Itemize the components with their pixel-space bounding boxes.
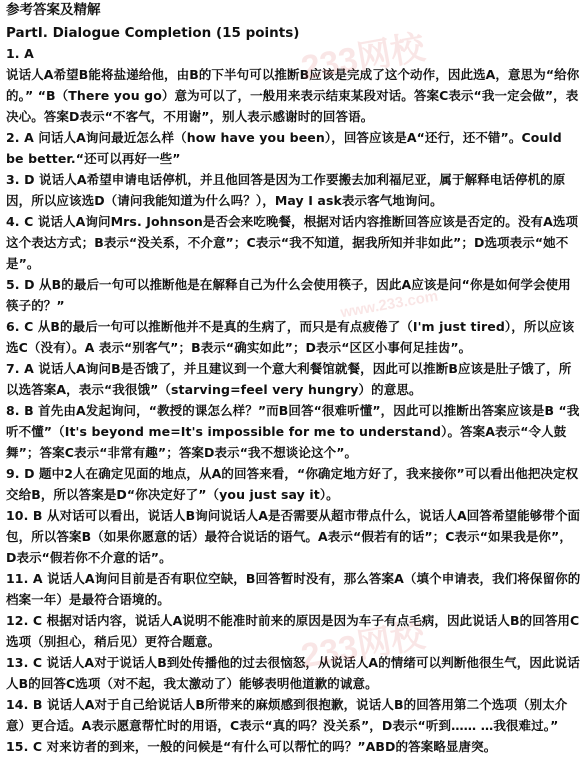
answer-item: 13. C 说话人A对于说话人B到处传播他的过去很恼怒，从说话人A的情绪可以判断他很生气，因此说话人B的回答C选项（对不起，我太激动了）能够表明他道歉的诚意。 [6,655,580,691]
answer-item [6,43,582,127]
answer-item: 4. C 说话人A询问Mrs. Johnson是否会来吃晚餐，根据对话内容推断回答应该是否定的。没有A选项这个表达方式；B表示“没关系，不介意”；C表示“我不知道，据我所知并非如此”；D选项表示“她不是”。 [6,214,579,271]
answer-item: 8. B 首先由A发起询问，“教授的课怎么样？”而B回答“很难听懂”，因此可以推断出答案应该是B “我听不懂”（It's beyond me=It's impossible for me to understand）。答案A表示“令人鼓舞”；答案C表示“非常有趣”；答案D表示“我不想谈论这个”。 [6,403,580,460]
watermark-url: www.233.com [339,287,440,322]
answer-item: 10. B 从对话可以看出，说话人B询问说话人A是否需要从超市带点什么，说话人A回答希望能够带个面包，所以答案B（如果你愿意的话）最符合说话的语气。A表示“假若有的话”；C表示“如果我是你”，D表示“假若你不介意的话”。 [6,508,581,565]
answer-document [6,0,582,757]
answer-item: 9. D 题中2人在确定见面的地点，从A的回答来看，“你确定地方好了，我来接你”可以看出他把决定权交给B，所以答案是D“你决定好了”（you just say it）。 [6,466,579,502]
watermark-logo: 233网校 [298,28,428,88]
answer-item: 3. D 说话人A希望申请电话停机，并且他回答是因为工作要搬去加利福尼亚，属于解释电话停机的原因，所以应该选D（请问我能知道为什么吗？），May I ask表示客气地询问。 [6,172,566,208]
answer-item: 6. C 从B的最后一句可以推断他并不是真的生病了，而只是有点疲倦了（I'm just tired），所以应该选C（没有）。A 表示“别客气”；B表示“确实如此”；D表示“区区小事何足挂齿”。 [6,319,575,355]
answer-number: 1. A [6,46,34,61]
answer-item: 12. C 根据对话内容，说话人A说明不能准时前来的原因是因为车子有点毛病，因此说话人B的回答用C选项（别担心，稍后见）更符合题意。 [6,613,580,649]
watermark-logo-bottom: 233网校 [298,616,428,676]
answer-text: 说话人A希望B能将盐递给他，由B的下半句可以推断B应该是完成了这个动作，因此选A，意思为“给你的。” “B（There you go）意为可以了，一般用来表示结束某段对话。答案C表示“我一定会做”，表决心。答案D表示“不客气，不用谢”，别人表示感谢时的回答语。 [6,67,580,124]
answer-item: 11. A 说话人A询问目前是否有职位空缺，B回答暂时没有，那么答案A（填个申请表，我们将保留你的档案一年）是最符合语境的。 [6,571,581,607]
section-heading: PartⅠ. Dialogue Completion (15 points) [6,25,300,41]
answer-item: 7. A 说话人A询问B是否饿了，并且建议到一个意大利餐馆就餐，因此可以推断B应该是肚子饿了，所以选答案A，表示“我很饿”（starving=feel very hungry）的意思。 [6,361,572,397]
answer-item: 14. B 说话人A对于自己给说话人B所带来的麻烦感到很抱歉，说话人B的回答用第二个选项（别太介意）更合适。A表示愿意帮忙时的用语，C表示“真的吗？没关系”，D表示“听到…… …我很难过。” [6,697,568,733]
answer-item: 2. A 问话人A询问最近怎么样（how have you been），回答应该是A“还行，还不错”。Could be better.“还可以再好一些” [6,130,562,166]
answer-item: 15. C 对来访者的到来，一般的问候是“有什么可以帮忙的吗？”ABD的答案略显唐突。 [6,739,497,754]
answer-item: 5. D 从B的最后一句可以推断他是在解释自己为什么会使用筷子，因此A应该是问“你是如何学会使用筷子的？” [6,277,571,313]
document-title: 参考答案及精解 [6,2,101,18]
